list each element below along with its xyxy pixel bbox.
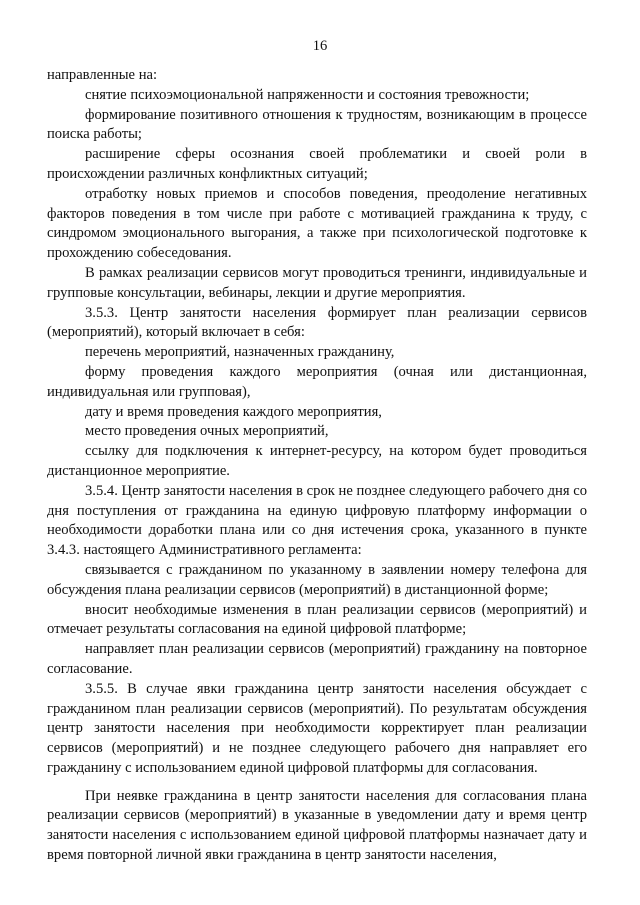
paragraph: 3.5.4. Центр занятости населения в срок не позднее следующего рабочего дня со дня поступления от гражданина на единую цифровую платформу информации о необходимости доработки плана или со дня истечения срока, указанного в пункте 3.4.3. настоящего Административного регламента:: [47, 482, 587, 559]
paragraph: место проведения очных мероприятий,: [85, 423, 329, 440]
paragraph: отработку новых приемов и способов поведения, преодоление негативных факторов поведения в том числе при работе с мотивацией гражданина к труду, с синдромом эмоционального выгорания, а также при психологической подготовке к прохождению собеседования.: [47, 185, 587, 262]
paragraph: При неявке гражданина в центр занятости населения для согласования плана реализации сервисов (мероприятий) в указанные в уведомлении дату и время центр занятости населения с использованием единой цифровой платформы назначает дату и время повторной личной явки гражданина в центр занятости населения,: [47, 787, 587, 864]
paragraph: снятие психоэмоциональной напряженности и состояния тревожности;: [85, 86, 530, 103]
paragraph: В рамках реализации сервисов могут проводиться тренинги, индивидуальные и групповые консультации, вебинары, лекции и другие мероприятия.: [47, 264, 587, 301]
paragraph: направляет план реализации сервисов (мероприятий) гражданину на повторное согласование.: [47, 641, 587, 677]
paragraph: перечень мероприятий, назначенных гражданину,: [85, 344, 395, 361]
paragraph: 3.5.5. В случае явки гражданина центр занятости населения обсуждает с гражданином план реализации сервисов (мероприятий). По результатам обсуждения центр занятости населения при необходимости корректирует план реализации сервисов (мероприятий) и не позднее следующего рабочего дня направляет его гражданину с использованием единой цифровой платформы для согласования.: [47, 680, 587, 776]
document-body: [47, 66, 587, 866]
paragraph: 3.5.3. Центр занятости населения формирует план реализации сервисов (мероприятий), который включает в себя:: [47, 304, 587, 341]
paragraph: вносит необходимые изменения в план реализации сервисов (мероприятий) и отмечает результаты согласования на единой цифровой платформе;: [47, 601, 587, 638]
paragraph: форму проведения каждого мероприятия (очная или дистанционная, индивидуальная или групповая),: [47, 363, 587, 400]
page-number: 16: [312, 38, 328, 54]
paragraph: связывается с гражданином по указанному в заявлении номеру телефона для обсуждения плана реализации сервисов (мероприятий) в дистанционной форме;: [47, 561, 587, 598]
paragraph: ссылку для подключения к интернет-ресурсу, на котором будет проводиться дистанционное мероприятие.: [47, 443, 587, 479]
paragraph: расширение сферы осознания своей проблематики и своей роли в происхождении различных конфликтных ситуаций;: [47, 146, 587, 182]
paragraph: направленные на:: [47, 67, 158, 83]
paragraph: формирование позитивного отношения к трудностям, возникающим в процессе поиска работы;: [47, 106, 587, 143]
paragraph: дату и время проведения каждого мероприятия,: [85, 403, 382, 420]
